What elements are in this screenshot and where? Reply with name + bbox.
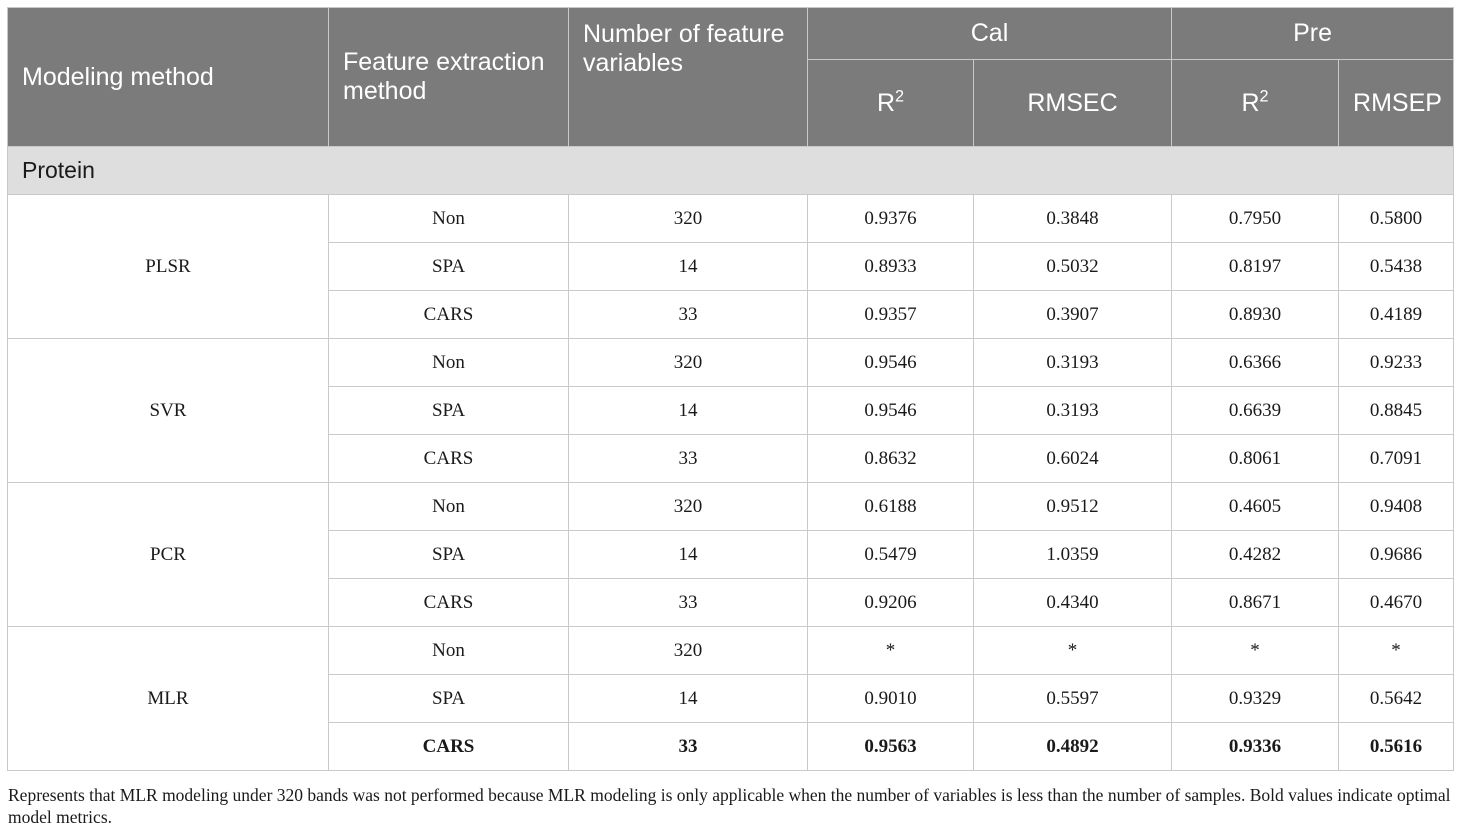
cell-rmsep: 0.5800 bbox=[1339, 195, 1454, 243]
cell-pre-r2: 0.8197 bbox=[1172, 243, 1339, 291]
cell-num-features: 14 bbox=[569, 531, 808, 579]
cell-pre-r2: 0.8061 bbox=[1172, 435, 1339, 483]
cell-feature-method: Non bbox=[329, 627, 569, 675]
cell-rmsep: 0.5616 bbox=[1339, 723, 1454, 771]
cell-rmsep: 0.5642 bbox=[1339, 675, 1454, 723]
cell-rmsec: 0.5597 bbox=[974, 675, 1172, 723]
results-table bbox=[7, 7, 1454, 771]
cell-feature-method: CARS bbox=[329, 291, 569, 339]
header-feature-extraction: Feature extraction method bbox=[329, 8, 569, 147]
cell-num-features: 33 bbox=[569, 291, 808, 339]
r2-sup: 2 bbox=[895, 87, 905, 106]
header-num-features: Number of feature variables bbox=[569, 8, 808, 147]
cell-modeling-method: SVR bbox=[8, 339, 329, 483]
cell-pre-r2: 0.6639 bbox=[1172, 387, 1339, 435]
cell-num-features: 14 bbox=[569, 675, 808, 723]
cell-pre-r2: 0.9336 bbox=[1172, 723, 1339, 771]
cell-feature-method: SPA bbox=[329, 243, 569, 291]
cell-cal-r2: 0.9376 bbox=[808, 195, 974, 243]
cell-modeling-method: MLR bbox=[8, 627, 329, 771]
cell-rmsep: 0.4189 bbox=[1339, 291, 1454, 339]
cell-pre-r2: * bbox=[1172, 627, 1339, 675]
cell-pre-r2: 0.6366 bbox=[1172, 339, 1339, 387]
cell-pre-r2: 0.7950 bbox=[1172, 195, 1339, 243]
cell-rmsec: 0.6024 bbox=[974, 435, 1172, 483]
header-rmsec: RMSEC bbox=[974, 60, 1172, 147]
header-modeling-method: Modeling method bbox=[8, 8, 329, 147]
cell-feature-method: CARS bbox=[329, 435, 569, 483]
cell-feature-method: SPA bbox=[329, 675, 569, 723]
cell-rmsep: 0.9686 bbox=[1339, 531, 1454, 579]
cell-feature-method: Non bbox=[329, 339, 569, 387]
header-cal-r2 bbox=[808, 60, 974, 147]
table-footnote: Represents that MLR modeling under 320 bands was not performed because MLR modeling is only applicable when the number of variables is less than the number of samples. Bold values indicate optimal model metrics. bbox=[8, 785, 1451, 827]
cell-modeling-method: PLSR bbox=[8, 195, 329, 339]
cell-feature-method: SPA bbox=[329, 387, 569, 435]
cell-rmsec: 0.3907 bbox=[974, 291, 1172, 339]
results-table-container bbox=[7, 7, 1453, 771]
header-pre: Pre bbox=[1172, 8, 1454, 60]
cell-pre-r2: 0.4605 bbox=[1172, 483, 1339, 531]
table-header bbox=[8, 8, 1454, 147]
cell-rmsec: 0.3193 bbox=[974, 339, 1172, 387]
cell-cal-r2: 0.9563 bbox=[808, 723, 974, 771]
cell-cal-r2: 0.8632 bbox=[808, 435, 974, 483]
cell-pre-r2: 0.8930 bbox=[1172, 291, 1339, 339]
header-cal: Cal bbox=[808, 8, 1172, 60]
cell-cal-r2: 0.9010 bbox=[808, 675, 974, 723]
cell-num-features: 33 bbox=[569, 723, 808, 771]
cell-feature-method: SPA bbox=[329, 531, 569, 579]
cell-pre-r2: 0.9329 bbox=[1172, 675, 1339, 723]
table-row bbox=[8, 195, 1454, 243]
cell-pre-r2: 0.8671 bbox=[1172, 579, 1339, 627]
cell-rmsep: 0.7091 bbox=[1339, 435, 1454, 483]
cell-cal-r2: 0.6188 bbox=[808, 483, 974, 531]
cell-rmsep: 0.4670 bbox=[1339, 579, 1454, 627]
r2-base: R bbox=[1241, 88, 1260, 117]
cell-rmsep: 0.8845 bbox=[1339, 387, 1454, 435]
r2-base: R bbox=[876, 88, 895, 117]
cell-num-features: 320 bbox=[569, 483, 808, 531]
table-row bbox=[8, 483, 1454, 531]
section-label: Protein bbox=[8, 147, 1454, 195]
cell-rmsec: 1.0359 bbox=[974, 531, 1172, 579]
cell-rmsec: 0.4340 bbox=[974, 579, 1172, 627]
cell-rmsec: 0.3193 bbox=[974, 387, 1172, 435]
cell-num-features: 14 bbox=[569, 243, 808, 291]
cell-num-features: 320 bbox=[569, 195, 808, 243]
cell-pre-r2: 0.4282 bbox=[1172, 531, 1339, 579]
header-rmsep: RMSEP bbox=[1339, 60, 1454, 147]
cell-feature-method: Non bbox=[329, 483, 569, 531]
cell-cal-r2: 0.8933 bbox=[808, 243, 974, 291]
cell-rmsep: 0.9408 bbox=[1339, 483, 1454, 531]
cell-rmsec: 0.9512 bbox=[974, 483, 1172, 531]
section-row bbox=[8, 147, 1454, 195]
header-pre-r2 bbox=[1172, 60, 1339, 147]
cell-rmsep: 0.5438 bbox=[1339, 243, 1454, 291]
cell-num-features: 320 bbox=[569, 627, 808, 675]
cell-cal-r2: * bbox=[808, 627, 974, 675]
cell-feature-method: CARS bbox=[329, 723, 569, 771]
cell-num-features: 33 bbox=[569, 579, 808, 627]
cell-cal-r2: 0.5479 bbox=[808, 531, 974, 579]
cell-modeling-method: PCR bbox=[8, 483, 329, 627]
cell-num-features: 33 bbox=[569, 435, 808, 483]
cell-rmsec: * bbox=[974, 627, 1172, 675]
cell-feature-method: Non bbox=[329, 195, 569, 243]
cell-rmsec: 0.4892 bbox=[974, 723, 1172, 771]
cell-rmsep: 0.9233 bbox=[1339, 339, 1454, 387]
cell-rmsec: 0.5032 bbox=[974, 243, 1172, 291]
table-row bbox=[8, 627, 1454, 675]
cell-cal-r2: 0.9546 bbox=[808, 339, 974, 387]
table-row bbox=[8, 339, 1454, 387]
cell-num-features: 14 bbox=[569, 387, 808, 435]
cell-num-features: 320 bbox=[569, 339, 808, 387]
cell-rmsep: * bbox=[1339, 627, 1454, 675]
cell-feature-method: CARS bbox=[329, 579, 569, 627]
table-body bbox=[8, 147, 1454, 771]
cell-rmsec: 0.3848 bbox=[974, 195, 1172, 243]
cell-cal-r2: 0.9357 bbox=[808, 291, 974, 339]
cell-cal-r2: 0.9206 bbox=[808, 579, 974, 627]
r2-sup: 2 bbox=[1259, 87, 1269, 106]
cell-cal-r2: 0.9546 bbox=[808, 387, 974, 435]
